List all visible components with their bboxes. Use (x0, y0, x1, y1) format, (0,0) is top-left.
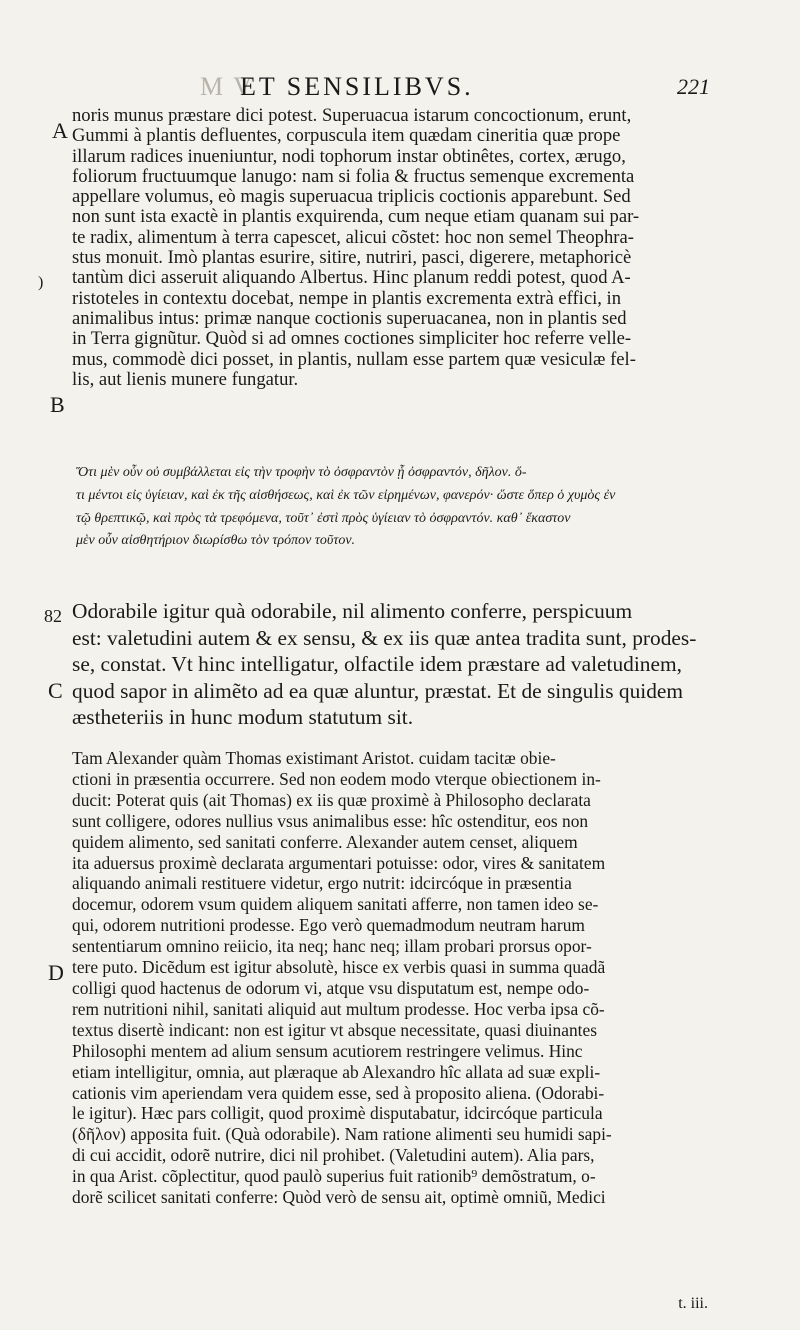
text-line: mus, commodè dici posset, in plantis, nullam esse partem quæ vesiculæ fel- (72, 349, 636, 370)
text-line: te radix, alimentum à terra capescet, alicui cõstet: hoc non semel Theophra- (72, 227, 634, 248)
text-line: colligi quod hactenus de odorum vi, atque vsu disputatum est, nempe odo- (72, 977, 590, 998)
text-line: ctioni in præsentia occurrere. Sed non eodem modo vterque obiectionem in- (72, 768, 601, 789)
margin-number-82: 82 (44, 606, 62, 626)
text-line: (δῆλον) apposita fuit. (Quà odorabile). Nam ratione alimenti seu humidi sapi- (72, 1124, 612, 1145)
text-line: di cui accidit, odorẽ nutrire, dici nil prohibet. (Valetudini autem). Alia pars, (72, 1145, 595, 1166)
text-line: textus disertè indicant: non est igitur vt absque necessitate, quasi diuinantes (72, 1019, 597, 1040)
text-line: qui, odorem nutritioni prodesse. Ego verò quemadmodum neutram harum (72, 915, 585, 936)
greek-line: μὲν οὖν αἰσθητήριον διωρίσθω τὸν τρόπον τοῦτον. (76, 533, 356, 549)
text-line: est: valetudini autem & ex sensu, & ex iis quæ antea tradita sunt, prodes- (72, 625, 697, 650)
text-line: animalibus intus: primæ nanque coctionis superuacanea, non in plantis sed (72, 308, 627, 329)
greek-line: τῷ θρεπτικῷ, καὶ πρὸς τὰ τρεφόμενα, τοῦτ᾽ ἐστὶ πρὸς ὑγίειαν τὸ ὀσφραντόν. καθ᾽ ἕκαστον (76, 510, 571, 526)
text-line: in Terra gignũtur. Quòd si ad omnes coctiones simpliciter hoc referre velle- (72, 329, 632, 350)
text-line: aliquando animali restituere videtur, ergo nutrit: idcircóque in præsentia (72, 873, 572, 894)
text-line: se, constat. Vt hinc intelligatur, olfactile idem præstare ad valetudinem, (72, 652, 682, 676)
text-line: stus monuit. Imò plantas esurire, sitire, nutriri, pasci, digerere, metaphoricè (72, 248, 632, 269)
text-line: ducit: Poterat quis (ait Thomas) ex iis quæ proximè à Philosopho declarata (72, 789, 591, 810)
text-line: ita aduersus proximè declarata argumentari potuisse: odor, vires & sanitatem (72, 852, 606, 873)
text-line: Odorabile igitur quà odorabile, nil alimento conferre, perspicuum (72, 599, 633, 623)
greek-text (76, 462, 712, 553)
margin-letter-a: A (52, 118, 68, 143)
text-line: illarum radices inueniuntur, nodi tophorum instar obtinêtes, cortex, ærugo, (72, 146, 626, 167)
greek-line: τι μέντοι εἰς ὑγίειαν, καὶ ἐκ τῆς αἰσθήσεως, καὶ ἐκ τῶν εἰρημένων, φανερόν· ὥστε ὅπερ ὁ χυμὸς ἐν (76, 487, 616, 503)
page-number: 221 (677, 74, 710, 99)
margin-letter-c: C (48, 678, 63, 703)
text-line: docemur, odorem vsum quidem aliquem sanitati afferre, non tamen ideo se- (72, 894, 599, 915)
header-title: ET SENSILIBVS. (240, 72, 474, 101)
text-line: lis, aut lienis munere fungatur. (72, 369, 299, 390)
text-line: foliorum fructuumque lanugo: nam si folia & fructus semenque excrementa (72, 166, 635, 187)
text-line: rem nutritioni nihil, sanitati aliquid aut multum prodesse. Hoc verba ipsa cõ- (72, 998, 605, 1019)
text-line: cationis vim aperiendam vera quidem esse, sed à proposito aliena. (Odorabi- (72, 1082, 605, 1103)
text-line: ristoteles in contextu docebat, nempe in plantis excrementa extrà effici, in (72, 288, 622, 309)
header-bleed-through: M V (200, 72, 254, 101)
text-line: in qua Arist. cõplectitur, quod paulò superius fuit rationib⁹ demõstratum, o- (72, 1166, 596, 1187)
commentary-paragraph-1 (72, 106, 712, 390)
text-line: quod sapor in alimẽto ad ea quæ aluntur, præstat. Et de singulis quidem (72, 678, 684, 703)
text-line: sunt colligere, odores nullius vsus animalibus esse: hîc ostenditur, eos non (72, 810, 589, 831)
text-line: Philosophi mentem ad alium sensum acutiorem restringere velimus. Hinc (72, 1040, 583, 1061)
margin-letter-d: D (48, 960, 64, 985)
signature-mark: t. iii. (678, 1295, 708, 1312)
text-line: sententiarum omnino reiicio, ita neq; hanc neq; illam probari prorsus opor- (72, 936, 592, 957)
text-line: etiam intelligitur, omnia, aut plæraque ab Alexandro hîc allata ad suæ expli- (72, 1061, 601, 1082)
text-line: le igitur). Hæc pars colligit, quod proximè disputabatur, idcircóque particula (72, 1103, 603, 1124)
text-line: appellare volumus, eò magis superuacua triplicis coctionis apparebunt. Sed (72, 187, 631, 208)
text-line: Gummi à plantis defluentes, corpuscula item quædam cineritia quæ prope (72, 126, 621, 147)
text-line: noris munus præstare dici potest. Superuacua istarum concoctionum, erunt, (72, 106, 632, 126)
text-line: æstheteriis in hunc modum statutum sit. (72, 705, 414, 729)
margin-letter-b: B (50, 392, 65, 417)
text-line: non sunt ista exactè in plantis exquirenda, cum neque etiam quanam sui par- (72, 207, 640, 228)
text-line: tere puto. Dicẽdum est igitur absolutè, hisce ex verbis quasi in summa quadã (72, 957, 606, 978)
running-header (200, 72, 710, 102)
margin-paren: ) (38, 274, 44, 291)
text-line: tantùm dici asseruit aliquando Albertus. Hinc planum reddi potest, quod A- (72, 268, 631, 289)
commentary-paragraph-2 (72, 748, 712, 1208)
text-line: quidem alimento, sed sanitati conferre. Alexander autem censet, aliquem (72, 831, 578, 852)
text-line: Tam Alexander quàm Thomas existimant Aristot. cuidam tacitæ obie- (72, 748, 556, 768)
text-line: dorẽ scilicet sanitati conferre: Quòd verò de sensu ait, optimè omniũ, Medici (72, 1187, 606, 1208)
latin-translation (72, 598, 712, 731)
greek-line: Ὅτι μὲν οὖν οὐ συμβάλλεται εἰς τὴν τροφὴν τὸ ὀσφραντὸν ᾗ ὀσφραντόν, δῆλον. ὅ- (76, 465, 527, 480)
